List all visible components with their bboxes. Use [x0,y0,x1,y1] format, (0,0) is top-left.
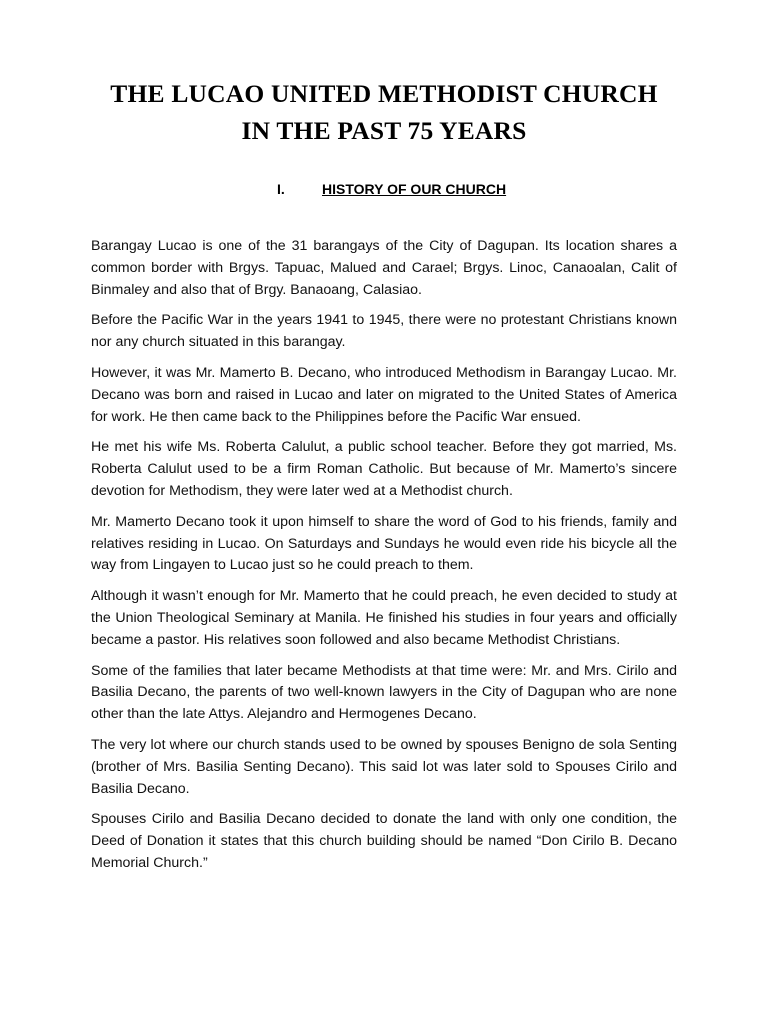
paragraph-1: Barangay Lucao is one of the 31 barangays of the City of Dagupan. Its location shares a common border with Brgys. Tapuac, Malued and Carael; Brgys. Linoc, Canaoalan, Calit of Binmaley and also that of Brgy. Banaoang, Calasiao. [91,238,677,298]
section-heading [0,181,768,201]
document-title-line-2: IN THE PAST 75 YEARS [241,116,527,145]
paragraph-3: However, it was Mr. Mamerto B. Decano, who introduced Methodism in Barangay Lucao. Mr. Decano was born and raised in Lucao and later on migrated to the United States of America for work. He then came back to the Philippines before the Pacific War ensued. [91,364,677,425]
paragraph-9: Spouses Cirilo and Basilia Decano decided to donate the land with only one condition, the Deed of Donation it states that this church building should be named “Don Cirilo B. Decano Memorial Church.” [91,811,677,871]
paragraph-5: Mr. Mamerto Decano took it upon himself to share the word of God to his friends, family and relatives residing in Lucao. On Saturdays and Sundays he would even ride his bicycle all the way from Lingayen to Lucao just so he could preach to them. [91,513,677,574]
section-number: I. [277,181,285,197]
section-heading-text: HISTORY OF OUR CHURCH [322,181,507,197]
paragraph-2: Before the Pacific War in the years 1941 to 1945, there were no protestant Christians known nor any church situated in this barangay. [91,312,677,351]
body-text [91,236,677,884]
paragraph-7: Some of the families that later became Methodists at that time were: Mr. and Mrs. Cirilo and Basilia Decano, the parents of two well-known lawyers in the City of Dagupan who are none other than the late Attys. Alejandro and Hermogenes Decano. [91,662,677,723]
paragraph-6: Although it wasn’t enough for Mr. Mamerto that he could preach, he even decided to study at the Union Theological Seminary at Manila. He finished his studies in four years and officially became a pastor. His relatives soon followed and also became Methodist Christians. [91,588,677,648]
paragraph-4: He met his wife Ms. Roberta Calulut, a public school teacher. Before they got married, Ms. Roberta Calulut used to be a firm Roman Catholic. But because of Mr. Mamerto’s sincere devotion for Methodism, they were later wed at a Methodist church. [91,439,677,499]
paragraph-8: The very lot where our church stands used to be owned by spouses Benigno de sola Senting (brother of Mrs. Basilia Senting Decano). This said lot was later sold to Spouses Cirilo and Basilia Decano. [91,736,677,797]
document-title-line-1: THE LUCAO UNITED METHODIST CHURCH [110,79,658,108]
